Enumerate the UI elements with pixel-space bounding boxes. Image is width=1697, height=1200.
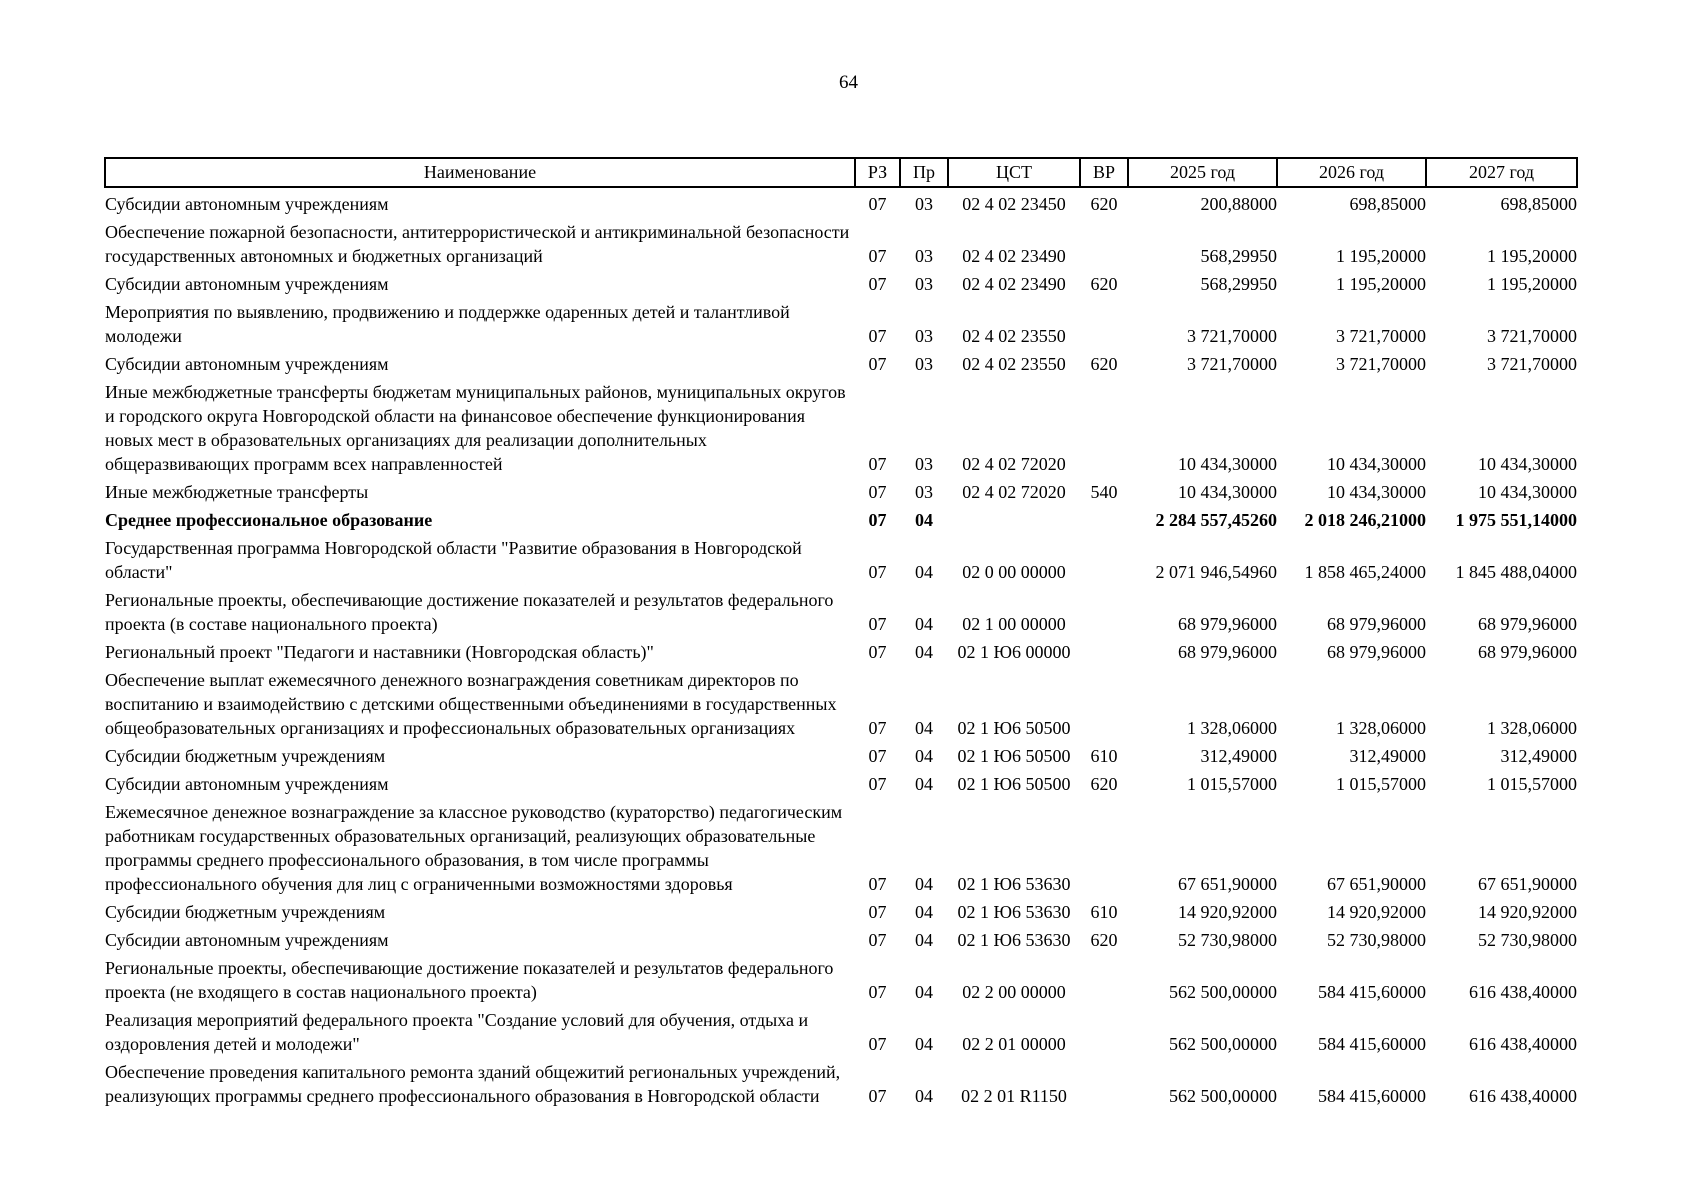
table-row [105, 924, 1577, 952]
row-2025: 68 979,96000 [1178, 614, 1277, 634]
row-rz: 07 [868, 454, 887, 474]
row-vr [1080, 584, 1128, 636]
row-name: Реализация мероприятий федерального проекта "Создание условий для обучения, отдыха и оздоровления детей и молодежи" [105, 1010, 809, 1054]
table-row [105, 268, 1577, 296]
row-2026: 67 651,90000 [1327, 874, 1426, 894]
row-2027: 1 975 551,14000 [1455, 510, 1577, 530]
row-2026: 52 730,98000 [1327, 930, 1426, 950]
row-2027: 1 845 488,04000 [1455, 562, 1577, 582]
row-cst: 02 4 02 23490 [962, 274, 1066, 294]
row-2025: 68 979,96000 [1178, 642, 1277, 662]
row-cst: 02 2 01 R1150 [961, 1086, 1067, 1106]
row-pr: 04 [915, 562, 933, 582]
row-2027: 1 015,57000 [1487, 774, 1577, 794]
row-name: Ежемесячное денежное вознаграждение за классное руководство (кураторство) педагогическим работникам государственных образовательных организаций, реализующих образовательные программы среднего профессионального образования, в том числе программы профессионального обучения для лиц с ограниченными возможностями здоровья [105, 802, 843, 894]
row-pr: 04 [915, 930, 933, 950]
row-2027: 3 721,70000 [1487, 326, 1577, 346]
row-rz: 07 [868, 246, 887, 266]
table-row [105, 187, 1577, 216]
row-rz: 07 [868, 510, 887, 530]
row-cst: 02 1 Ю6 00000 [957, 642, 1071, 662]
row-cst: 02 4 02 23490 [962, 246, 1066, 266]
row-vr: 620 [1090, 194, 1118, 214]
table-row [105, 296, 1577, 348]
row-2025: 52 730,98000 [1178, 930, 1277, 950]
row-pr: 03 [915, 482, 933, 502]
row-vr [1080, 796, 1128, 896]
row-cst: 02 2 01 00000 [962, 1034, 1066, 1054]
row-vr: 620 [1090, 354, 1118, 374]
row-name: Среднее профессиональное образование [105, 510, 433, 530]
row-cst [948, 504, 1080, 532]
table-row [105, 768, 1577, 796]
row-cst: 02 1 Ю6 50500 [957, 746, 1071, 766]
row-pr: 04 [915, 874, 933, 894]
row-vr [1080, 664, 1128, 740]
row-2025: 568,29950 [1200, 274, 1277, 294]
row-cst: 02 1 00 00000 [962, 614, 1066, 634]
row-2026: 1 195,20000 [1336, 246, 1426, 266]
row-2027: 616 438,40000 [1469, 982, 1577, 1002]
row-name: Субсидии автономным учреждениям [105, 354, 389, 374]
row-pr: 04 [915, 1086, 933, 1106]
table-row [105, 216, 1577, 268]
header-2027: 2027 год [1426, 158, 1577, 187]
row-rz: 07 [868, 274, 887, 294]
row-2027: 616 438,40000 [1469, 1086, 1577, 1106]
row-2027: 3 721,70000 [1487, 354, 1577, 374]
row-2026: 2 018 246,21000 [1304, 510, 1426, 530]
header-rz: РЗ [855, 158, 900, 187]
row-cst: 02 4 02 72020 [962, 482, 1066, 502]
row-rz: 07 [868, 718, 887, 738]
header-vr: ВР [1080, 158, 1128, 187]
table-row [105, 532, 1577, 584]
row-2026: 312,49000 [1349, 746, 1426, 766]
row-2026: 1 328,06000 [1336, 718, 1426, 738]
row-vr: 620 [1090, 930, 1118, 950]
row-2027: 68 979,96000 [1478, 614, 1577, 634]
row-name: Обеспечение выплат ежемесячного денежного вознаграждения советникам директоров по воспитанию и взаимодействию с детскими общественными объединениями в государственных общеобразовательных организациях и профессиональных образовательных организациях [105, 670, 837, 738]
row-rz: 07 [868, 874, 887, 894]
row-rz: 07 [868, 774, 887, 794]
row-2027: 616 438,40000 [1469, 1034, 1577, 1054]
table-row [105, 348, 1577, 376]
row-vr [1080, 216, 1128, 268]
row-2026: 1 015,57000 [1336, 774, 1426, 794]
row-2025: 1 328,06000 [1187, 718, 1277, 738]
row-cst: 02 4 02 23550 [962, 326, 1066, 346]
table-row [105, 504, 1577, 532]
row-rz: 07 [868, 1086, 887, 1106]
row-vr: 620 [1090, 774, 1118, 794]
row-name: Иные межбюджетные трансферты бюджетам муниципальных районов, муниципальных округов и городского округа Новгородской области на финансовое обеспечение функционирования новых мест в образовательных организациях для реализации дополнительных общеразвивающих программ всех направленностей [105, 382, 846, 474]
row-2027: 1 328,06000 [1487, 718, 1577, 738]
row-name: Региональные проекты, обеспечивающие достижение показателей и результатов федерального проекта (в составе национального проекта) [105, 590, 834, 634]
row-name: Обеспечение пожарной безопасности, антитеррористической и антикриминальной безопасности государственных автономных и бюджетных организаций [105, 222, 850, 266]
row-rz: 07 [868, 1034, 887, 1054]
row-2026: 68 979,96000 [1327, 642, 1426, 662]
row-2027: 14 920,92000 [1478, 902, 1577, 922]
row-2027: 52 730,98000 [1478, 930, 1577, 950]
row-vr: 610 [1090, 902, 1118, 922]
row-rz: 07 [868, 354, 887, 374]
row-pr: 03 [915, 274, 933, 294]
row-2026: 68 979,96000 [1327, 614, 1426, 634]
row-name: Субсидии автономным учреждениям [105, 274, 389, 294]
row-2025: 10 434,30000 [1178, 482, 1277, 502]
row-cst: 02 4 02 23450 [962, 194, 1066, 214]
table-row [105, 1056, 1577, 1108]
row-name: Региональные проекты, обеспечивающие достижение показателей и результатов федерального проекта (не входящего в состав национального проекта) [105, 958, 834, 1002]
row-cst: 02 1 Ю6 53630 [957, 930, 1071, 950]
header-2025: 2025 год [1128, 158, 1277, 187]
table-row [105, 376, 1577, 476]
table-row [105, 952, 1577, 1004]
row-cst: 02 4 02 23550 [962, 354, 1066, 374]
row-name: Субсидии автономным учреждениям [105, 930, 389, 950]
row-rz: 07 [868, 482, 887, 502]
row-2026: 584 415,60000 [1318, 982, 1426, 1002]
row-2025: 568,29950 [1200, 246, 1277, 266]
row-rz: 07 [868, 930, 887, 950]
row-2025: 10 434,30000 [1178, 454, 1277, 474]
row-2026: 1 195,20000 [1336, 274, 1426, 294]
row-name: Мероприятия по выявлению, продвижению и поддержке одаренных детей и талантливой молодежи [105, 302, 790, 346]
table-header [105, 158, 1577, 187]
row-pr: 03 [915, 326, 933, 346]
row-pr: 03 [915, 194, 933, 214]
table-row [105, 896, 1577, 924]
row-pr: 03 [915, 246, 933, 266]
row-pr: 04 [915, 774, 933, 794]
row-cst: 02 4 02 72020 [962, 454, 1066, 474]
row-cst: 02 1 Ю6 50500 [957, 774, 1071, 794]
row-2025: 562 500,00000 [1169, 1034, 1277, 1054]
table-row [105, 636, 1577, 664]
row-2025: 200,88000 [1200, 194, 1277, 214]
table-row [105, 1004, 1577, 1056]
header-name: Наименование [105, 158, 855, 187]
row-pr: 03 [915, 454, 933, 474]
row-pr: 04 [915, 614, 933, 634]
row-rz: 07 [868, 982, 887, 1002]
row-2025: 2 071 946,54960 [1155, 562, 1277, 582]
budget-table [104, 157, 1578, 1108]
row-2026: 584 415,60000 [1318, 1086, 1426, 1106]
row-rz: 07 [868, 194, 887, 214]
row-pr: 04 [915, 718, 933, 738]
table-row [105, 796, 1577, 896]
row-name: Субсидии автономным учреждениям [105, 774, 389, 794]
row-vr [1080, 504, 1128, 532]
header-cst: ЦСТ [948, 158, 1080, 187]
table-row [105, 584, 1577, 636]
row-vr [1080, 376, 1128, 476]
row-2027: 68 979,96000 [1478, 642, 1577, 662]
header-2026: 2026 год [1277, 158, 1426, 187]
header-pr: Пр [900, 158, 948, 187]
row-rz: 07 [868, 902, 887, 922]
row-pr: 04 [915, 642, 933, 662]
row-name: Субсидии автономным учреждениям [105, 194, 389, 214]
row-2027: 698,85000 [1500, 194, 1577, 214]
table-row [105, 476, 1577, 504]
row-rz: 07 [868, 642, 887, 662]
row-cst: 02 2 00 00000 [962, 982, 1066, 1002]
row-2027: 10 434,30000 [1478, 482, 1577, 502]
row-2025: 312,49000 [1200, 746, 1277, 766]
row-2026: 14 920,92000 [1327, 902, 1426, 922]
row-pr: 04 [915, 746, 933, 766]
row-pr: 04 [915, 510, 933, 530]
row-vr [1080, 952, 1128, 1004]
row-name: Государственная программа Новгородской области "Развитие образования в Новгородской области" [105, 538, 802, 582]
row-2026: 3 721,70000 [1336, 326, 1426, 346]
row-vr [1080, 636, 1128, 664]
row-2026: 584 415,60000 [1318, 1034, 1426, 1054]
row-2027: 1 195,20000 [1487, 246, 1577, 266]
row-pr: 04 [915, 902, 933, 922]
row-2025: 562 500,00000 [1169, 1086, 1277, 1106]
row-2025: 2 284 557,45260 [1155, 510, 1277, 530]
row-2027: 10 434,30000 [1478, 454, 1577, 474]
row-vr: 610 [1090, 746, 1118, 766]
row-vr: 620 [1090, 274, 1118, 294]
row-2027: 312,49000 [1500, 746, 1577, 766]
row-2025: 1 015,57000 [1187, 774, 1277, 794]
row-cst: 02 1 Ю6 53630 [957, 902, 1071, 922]
row-2026: 1 858 465,24000 [1304, 562, 1426, 582]
row-pr: 03 [915, 354, 933, 374]
row-2027: 1 195,20000 [1487, 274, 1577, 294]
row-cst: 02 1 Ю6 53630 [957, 874, 1071, 894]
table-row [105, 664, 1577, 740]
row-cst: 02 1 Ю6 50500 [957, 718, 1071, 738]
row-2025: 67 651,90000 [1178, 874, 1277, 894]
row-rz: 07 [868, 746, 887, 766]
row-vr [1080, 1056, 1128, 1108]
row-2025: 3 721,70000 [1187, 326, 1277, 346]
row-vr [1080, 1004, 1128, 1056]
row-pr: 04 [915, 1034, 933, 1054]
row-vr: 540 [1090, 482, 1118, 502]
row-2026: 10 434,30000 [1327, 482, 1426, 502]
row-cst: 02 0 00 00000 [962, 562, 1066, 582]
row-rz: 07 [868, 326, 887, 346]
row-2025: 14 920,92000 [1178, 902, 1277, 922]
row-2025: 3 721,70000 [1187, 354, 1277, 374]
table-row [105, 740, 1577, 768]
page-number: 64 [839, 72, 858, 93]
row-2026: 3 721,70000 [1336, 354, 1426, 374]
row-2026: 10 434,30000 [1327, 454, 1426, 474]
row-vr [1080, 296, 1128, 348]
row-pr: 04 [915, 982, 933, 1002]
row-2026: 698,85000 [1349, 194, 1426, 214]
row-name: Субсидии бюджетным учреждениям [105, 902, 386, 922]
table-body [105, 187, 1577, 1108]
row-name: Региональный проект "Педагоги и наставники (Новгородская область)" [105, 642, 654, 662]
row-rz: 07 [868, 614, 887, 634]
row-2027: 67 651,90000 [1478, 874, 1577, 894]
row-name: Иные межбюджетные трансферты [105, 482, 369, 502]
row-name: Субсидии бюджетным учреждениям [105, 746, 386, 766]
row-rz: 07 [868, 562, 887, 582]
row-name: Обеспечение проведения капитального ремонта зданий общежитий региональных учреждений, реализующих программы среднего профессионального образования в Новгородской области [105, 1062, 841, 1106]
row-2025: 562 500,00000 [1169, 982, 1277, 1002]
row-vr [1080, 532, 1128, 584]
